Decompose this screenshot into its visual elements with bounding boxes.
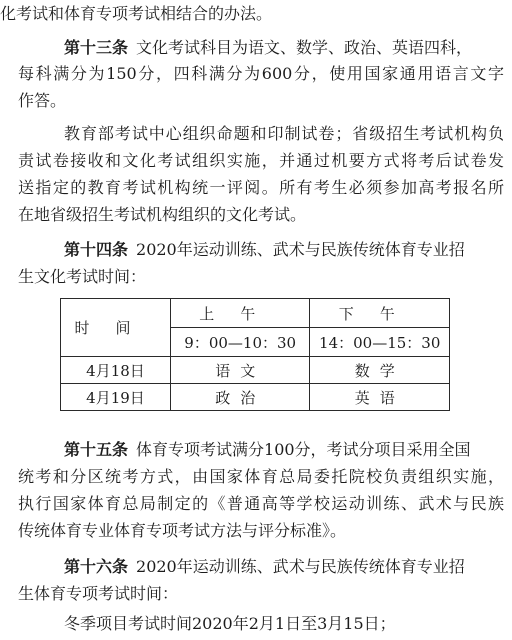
exam-schedule-table bbox=[60, 298, 450, 411]
table-subject-cell: 政治 bbox=[170, 384, 310, 411]
article-15-line-3: 执行国家体育总局制定的《普通高等学校运动训练、武术与民族 bbox=[18, 494, 504, 513]
article-14-line-2: 生文化考试时间： bbox=[18, 267, 147, 286]
article-16-line-1 bbox=[64, 557, 504, 577]
article-13-line-2: 每科满分为150分，四科满分为600分，使用国家通用语言文字 bbox=[18, 64, 504, 83]
article-16-line-2: 生体育专项考试时间： bbox=[18, 584, 179, 603]
table-row bbox=[61, 357, 450, 384]
article-16-text-1: 2020年运动训练、武术与民族传统体育专业招 bbox=[136, 557, 465, 576]
winter-exam-line: 冬季项目考试时间2020年2月1日至3月15日； bbox=[64, 614, 396, 633]
paragraph-exam-line-2: 责试卷接收和文化考试组织实施，并通过机要方式将考后试卷发 bbox=[18, 151, 504, 170]
table-header-afternoon: 下午 bbox=[310, 299, 450, 328]
table-header-morning: 上午 bbox=[170, 299, 310, 328]
article-15-title: 第十五条 bbox=[64, 440, 129, 459]
article-15-text-1: 体育专项考试满分100分，考试分项目采用全国 bbox=[136, 440, 471, 459]
table-subject-cell: 语文 bbox=[170, 357, 310, 384]
table-morning-range: 9：00—10：30 bbox=[170, 328, 310, 357]
article-14-title: 第十四条 bbox=[64, 240, 129, 259]
text-line-continuation: 化考试和体育专项考试相结合的办法。 bbox=[0, 4, 273, 23]
table-header-time: 时间 bbox=[61, 299, 171, 357]
article-13-line-3: 作答。 bbox=[18, 91, 67, 110]
article-13-line-1 bbox=[64, 38, 504, 58]
table-afternoon-range: 14：00—15：30 bbox=[310, 328, 450, 357]
article-14-line-1 bbox=[64, 240, 504, 260]
paragraph-exam-line-4: 在地省级招生考试机构组织的文化考试。 bbox=[18, 205, 307, 224]
table-header-row bbox=[61, 299, 450, 328]
article-16-title: 第十六条 bbox=[64, 557, 129, 576]
table-row bbox=[61, 384, 450, 411]
table-date-cell: 4月19日 bbox=[61, 384, 171, 411]
article-15-line-1 bbox=[64, 440, 504, 460]
article-13-title: 第十三条 bbox=[64, 38, 129, 57]
paragraph-exam-line-3: 送指定的教育考试机构统一评阅。所有考生必须参加高考报名所 bbox=[18, 178, 504, 197]
table-subject-cell: 数学 bbox=[310, 357, 450, 384]
article-13-text-1: 文化考试科目为语文、数学、政治、英语四科， bbox=[136, 38, 473, 57]
table-date-cell: 4月18日 bbox=[61, 357, 171, 384]
paragraph-exam-line-1: 教育部考试中心组织命题和印制试卷；省级招生考试机构负 bbox=[64, 124, 504, 143]
table-subject-cell: 英语 bbox=[310, 384, 450, 411]
article-14-text-1: 2020年运动训练、武术与民族传统体育专业招 bbox=[136, 240, 465, 259]
article-15-line-4: 传统体育专业体育专项考试方法与评分标准》。 bbox=[18, 521, 347, 540]
article-15-line-2: 统考和分区统考方式，由国家体育总局委托院校负责组织实施， bbox=[18, 467, 504, 486]
